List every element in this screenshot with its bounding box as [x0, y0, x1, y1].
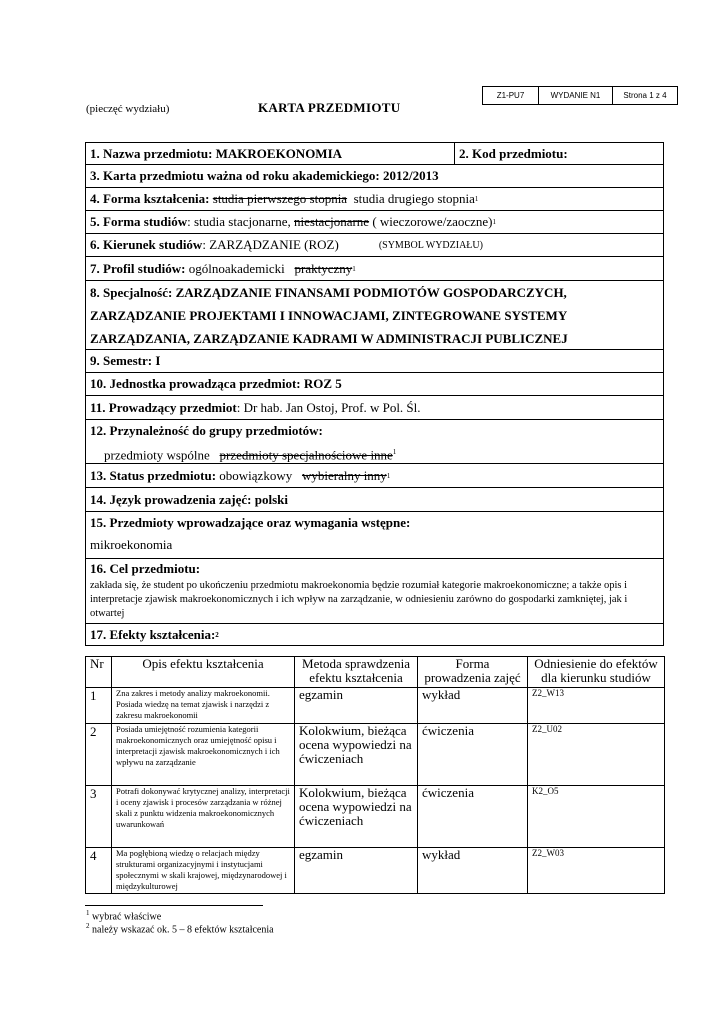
- table-row: [86, 848, 665, 894]
- f4-struck: studia pierwszego stopnia: [212, 191, 348, 206]
- row-method: Kolokwium, bieżąca ocena wypowiedzi na ćwiczeniach: [295, 724, 418, 786]
- row-17: [85, 624, 664, 646]
- f4-value: studia drugiego stopnia: [353, 191, 475, 206]
- row-description: Zna zakres i metody analizy makroekonomii. Posiada wiedzę na temat zjawisk i narzędzi z zakresu makroekonomii: [112, 688, 295, 724]
- f12-footnote-mark: 1: [392, 448, 397, 456]
- f15-label: 15. Przedmioty wprowadzające oraz wymagania wstępne:: [90, 515, 411, 530]
- faculty-stamp-label: (pieczęć wydziału): [86, 103, 170, 115]
- row-nr: 2: [86, 724, 112, 786]
- row-method: Kolokwium, bieżąca ocena wypowiedzi na ćwiczeniach: [295, 786, 418, 848]
- f6-value: : ZARZĄDZANIE (ROZ): [202, 237, 339, 252]
- f5-extra: ( wieczorowe/zaoczne): [372, 214, 493, 229]
- row-nr: 1: [86, 688, 112, 724]
- row-form: wykład: [418, 688, 528, 724]
- row-16: [85, 559, 664, 624]
- doc-edition: WYDANIE N1: [539, 87, 613, 104]
- course-info-table: [85, 142, 664, 646]
- f4-footnote-mark: 1: [474, 195, 479, 203]
- row-reference: Z2_U02: [528, 724, 665, 786]
- f11-value: : Dr hab. Jan Ostoj, Prof. w Pol. Śl.: [236, 399, 421, 415]
- f8-line-1: 8. Specjalność: ZARZĄDZANIE FINANSAMI PODMIOTÓW GOSPODARCZYCH,: [90, 285, 567, 300]
- f17-label: 17. Efekty kształcenia:: [90, 626, 216, 642]
- f7-struck: praktyczny: [294, 260, 353, 276]
- row-reference: Z2_W13: [528, 688, 665, 724]
- doc-page: Strona 1 z 4: [623, 91, 667, 100]
- row-14: 14. Język prowadzenia zajęć: polski: [85, 488, 664, 512]
- f13-footnote-mark: 1: [386, 471, 391, 480]
- row-15: [85, 512, 664, 559]
- f4-label: 4. Forma kształcenia:: [90, 191, 210, 206]
- row-9: 9. Semestr: I: [85, 350, 664, 373]
- f12-value: przedmioty wspólne: [104, 447, 210, 463]
- table-row: [86, 724, 665, 786]
- doc-code: Z1-PU7: [483, 87, 539, 104]
- row-11: [85, 396, 664, 420]
- row-nr: 3: [86, 786, 112, 848]
- table-row: [86, 786, 665, 848]
- f11-label: 11. Prowadzący przedmiot: [90, 399, 237, 415]
- f7-label: 7. Profil studiów:: [90, 260, 186, 276]
- col-reference: Odniesienie do efektów dla kierunku studiów: [528, 657, 665, 688]
- outcomes-header-row: [86, 657, 665, 688]
- f15-value: mikroekonomia: [90, 537, 173, 552]
- row-1-2: [85, 142, 664, 165]
- f16-value: zakłada się, że student po ukończeniu przedmiotu makroekonomia będzie rozumiał kategorie makroekonomiczne; a także opis i interpretacje zjawisk makroekonomicznych i ich wpływ na zarządzanie, w odniesieniu zarówno do gospodarki zamkniętej, jak i otwartej: [90, 580, 628, 619]
- f13-label: 13. Status przedmiotu:: [90, 467, 217, 483]
- col-method: Metoda sprawdzenia efektu kształcenia: [295, 657, 418, 688]
- f8-line-2: ZARZĄDZANIE PROJEKTAMI I INNOWACJAMI, ZINTEGROWANE SYSTEMY: [90, 308, 568, 323]
- row-form: wykład: [418, 848, 528, 894]
- row-form: ćwiczenia: [418, 724, 528, 786]
- f7-footnote-mark: 1: [352, 264, 356, 273]
- row-6: [85, 234, 664, 257]
- learning-outcomes-table: [85, 656, 665, 894]
- row-7: [85, 257, 664, 281]
- course-name: 1. Nazwa przedmiotu: MAKROEKONOMIA: [86, 143, 455, 164]
- f5-value: : studia stacjonarne,: [187, 214, 291, 229]
- row-method: egzamin: [295, 688, 418, 724]
- row-nr: 4: [86, 848, 112, 894]
- f7-value: ogólnoakademicki: [188, 260, 285, 276]
- row-3: 3. Karta przedmiotu ważna od roku akademickiego: 2012/2013: [85, 165, 664, 188]
- row-description: Posiada umiejętność rozumienia kategorii makroekonomicznych oraz umiejętność opisu i interpretacji zjawisk makroekonomicznych i ich wpływu na zarządzanie: [112, 724, 295, 786]
- col-form: Forma prowadzenia zajęć: [418, 657, 528, 688]
- row-5: [85, 211, 664, 234]
- f16-label: 16. Cel przedmiotu:: [90, 561, 201, 576]
- f5-footnote-mark: 1: [492, 218, 496, 226]
- row-8-specialization: [85, 281, 664, 350]
- f13-struck: wybieralny inny: [301, 467, 387, 483]
- footnote-1: $^1$ wybrać właściwe: [86, 909, 162, 923]
- f12-label: 12. Przynależność do grupy przedmiotów:: [90, 423, 323, 438]
- f5-struck: niestacjonarne: [294, 214, 370, 229]
- col-nr: Nr: [86, 657, 112, 688]
- course-code: 2. Kod przedmiotu:: [459, 145, 568, 161]
- row-form: ćwiczenia: [418, 786, 528, 848]
- row-description: Ma pogłębioną wiedzę o relacjach między strukturami organizacyjnymi i instytucjami społecznymi w skali krajowej, międzynarodowej i międzykulturowej: [112, 848, 295, 894]
- row-10: 10. Jednostka prowadząca przedmiot: ROZ 5: [85, 373, 664, 396]
- f6-symbol: (SYMBOL WYDZIAŁU): [378, 239, 483, 251]
- row-method: egzamin: [295, 848, 418, 894]
- f12-struck: przedmioty specjalnościowe inne: [219, 447, 393, 463]
- row-4: [85, 188, 664, 211]
- row-reference: K2_O5: [528, 786, 665, 848]
- table-row: [86, 688, 665, 724]
- f5-label: 5. Forma studiów: [90, 214, 188, 229]
- row-12: [85, 420, 664, 464]
- page-title: KARTA PRZEDMIOTU: [258, 100, 401, 115]
- f6-label: 6. Kierunek studiów: [90, 237, 203, 252]
- document-code-box: [482, 86, 678, 105]
- row-reference: Z2_W03: [528, 848, 665, 894]
- row-13: [85, 464, 664, 488]
- footnote-separator: [85, 905, 263, 906]
- f8-line-3: ZARZĄDZANIA, ZARZĄDZANIE KADRAMI W ADMINISTRACJI PUBLICZNEJ: [90, 331, 568, 346]
- footnote-2: $^2$ należy wskazać ok. 5 – 8 efektów kształcenia: [86, 922, 274, 936]
- f13-value: obowiązkowy: [219, 467, 293, 483]
- col-description: Opis efektu kształcenia: [112, 657, 295, 688]
- row-description: Potrafi dokonywać krytycznej analizy, interpretacji i oceny zjawisk i procesów zarządzania w różnej skali z punktu widzenia makroekonomicznych uwarunkowań: [112, 786, 295, 848]
- f17-footnote-mark: 2: [215, 630, 219, 639]
